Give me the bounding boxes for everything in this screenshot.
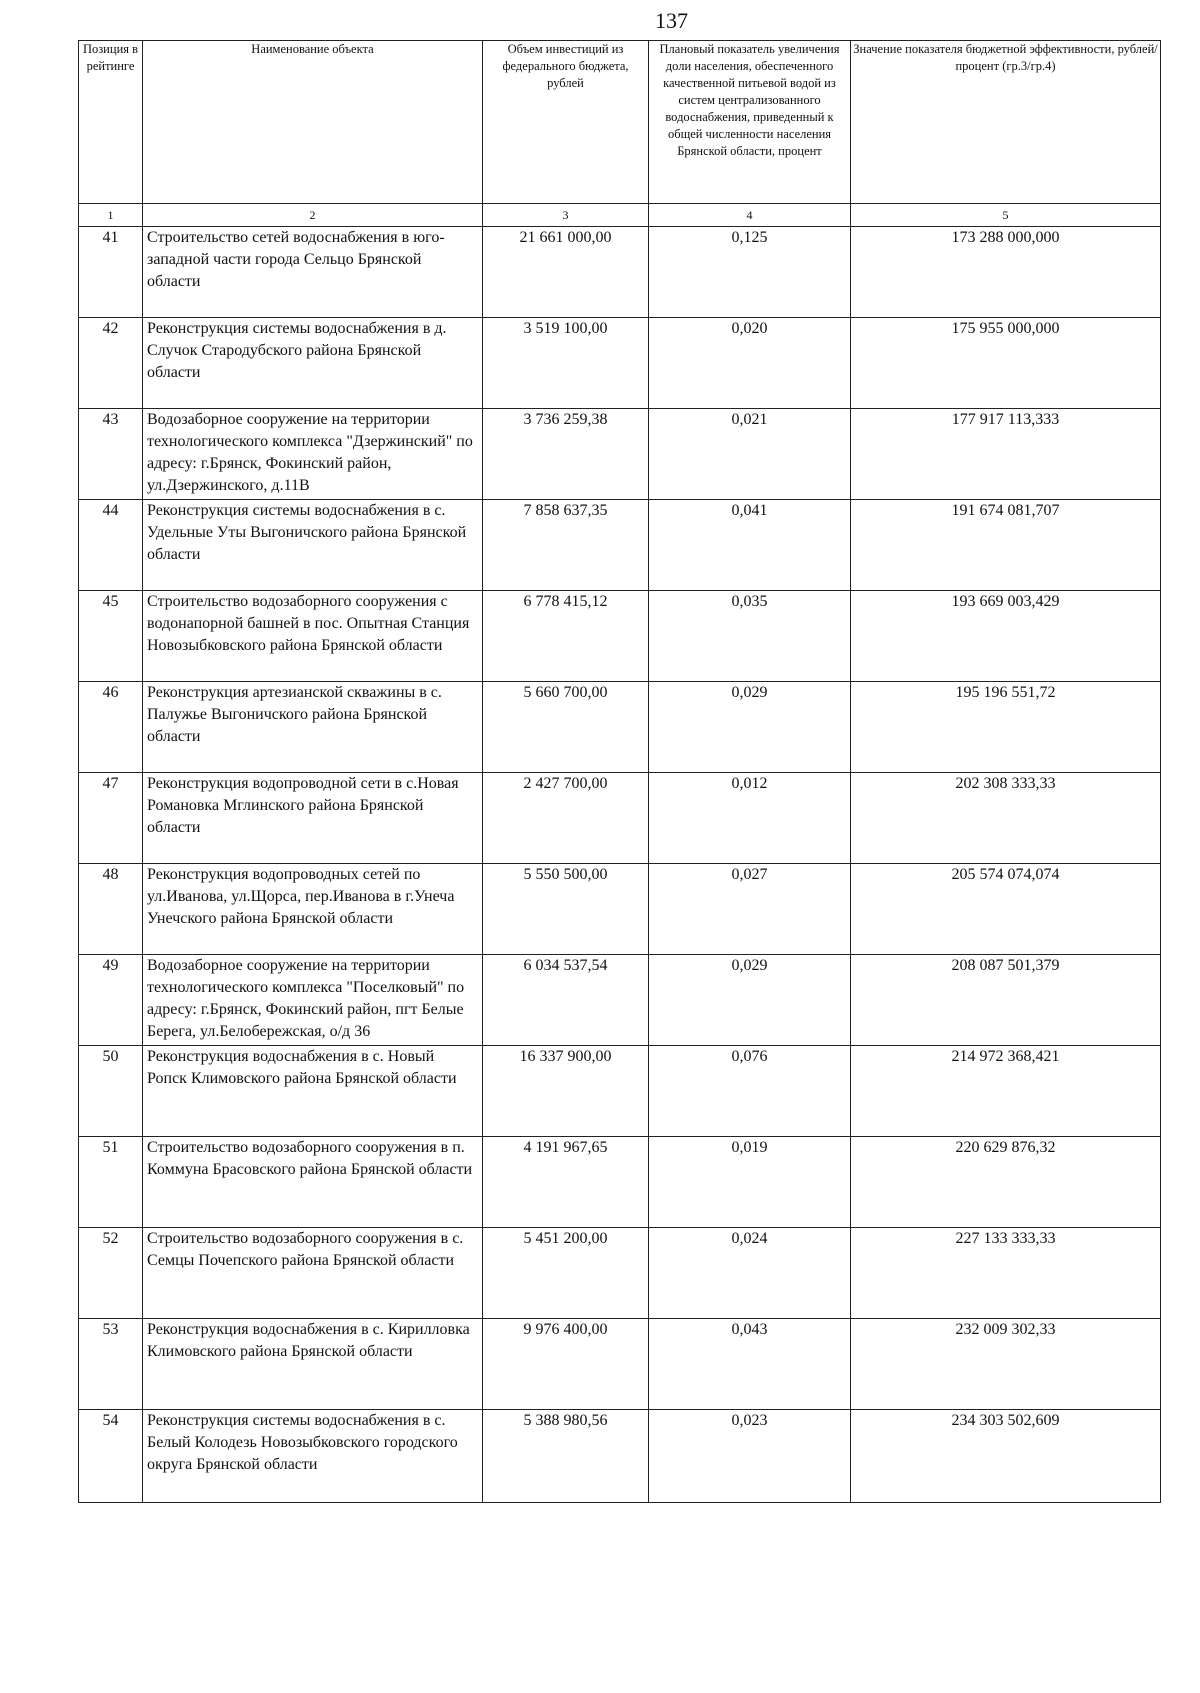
planned-share: 0,024: [649, 1228, 851, 1319]
investment-amount: 7 858 637,35: [483, 500, 649, 591]
table-row: [79, 409, 1161, 500]
object-name: Реконструкция водопроводной сети в с.Новая Романовка Мглинского района Брянской области: [143, 773, 483, 864]
rating-position: 43: [79, 409, 143, 500]
investment-amount: 6 034 537,54: [483, 955, 649, 1046]
investment-amount: 16 337 900,00: [483, 1046, 649, 1137]
page-number: 137: [655, 8, 688, 33]
object-name: Строительство сетей водоснабжения в юго-западной части города Сельцо Брянской области: [143, 227, 483, 318]
table-header-row: [79, 41, 1161, 204]
column-number: 3: [483, 204, 649, 227]
efficiency-value: 227 133 333,33: [851, 1228, 1161, 1319]
efficiency-value: 193 669 003,429: [851, 591, 1161, 682]
efficiency-value: 220 629 876,32: [851, 1137, 1161, 1228]
table-row: [79, 1228, 1161, 1319]
table-row: [79, 864, 1161, 955]
investment-amount: 6 778 415,12: [483, 591, 649, 682]
rating-position: 44: [79, 500, 143, 591]
investment-amount: 4 191 967,65: [483, 1137, 649, 1228]
rating-position: 45: [79, 591, 143, 682]
efficiency-value: 175 955 000,000: [851, 318, 1161, 409]
object-name: Реконструкция системы водоснабжения в д. Случок Стародубского района Брянской области: [143, 318, 483, 409]
efficiency-value: 195 196 551,72: [851, 682, 1161, 773]
planned-share: 0,019: [649, 1137, 851, 1228]
planned-share: 0,125: [649, 227, 851, 318]
efficiency-value: 214 972 368,421: [851, 1046, 1161, 1137]
column-number: 4: [649, 204, 851, 227]
table-row: [79, 1410, 1161, 1503]
planned-share: 0,043: [649, 1319, 851, 1410]
investment-amount: 5 660 700,00: [483, 682, 649, 773]
efficiency-value: 234 303 502,609: [851, 1410, 1161, 1503]
table-row: [79, 773, 1161, 864]
header-position: Позиция в рейтинге: [79, 41, 143, 204]
planned-share: 0,023: [649, 1410, 851, 1503]
rating-position: 48: [79, 864, 143, 955]
rating-position: 42: [79, 318, 143, 409]
object-name: Водозаборное сооружение на территории технологического комплекса "Дзержинский" по адресу: г.Брянск, Фокинский район, ул.Дзержинского, д.11В: [143, 409, 483, 500]
rating-position: 47: [79, 773, 143, 864]
rating-position: 49: [79, 955, 143, 1046]
rating-position: 41: [79, 227, 143, 318]
table-row: [79, 682, 1161, 773]
column-number: 2: [143, 204, 483, 227]
investment-amount: 21 661 000,00: [483, 227, 649, 318]
planned-share: 0,012: [649, 773, 851, 864]
rating-table: [78, 40, 1161, 1503]
efficiency-value: 208 087 501,379: [851, 955, 1161, 1046]
rating-position: 54: [79, 1410, 143, 1503]
planned-share: 0,076: [649, 1046, 851, 1137]
efficiency-value: 232 009 302,33: [851, 1319, 1161, 1410]
table-row: [79, 1046, 1161, 1137]
efficiency-value: 202 308 333,33: [851, 773, 1161, 864]
investment-amount: 5 550 500,00: [483, 864, 649, 955]
efficiency-value: 177 917 113,333: [851, 409, 1161, 500]
planned-share: 0,029: [649, 682, 851, 773]
object-name: Реконструкция системы водоснабжения в с. Белый Колодезь Новозыбковского городского округа Брянской области: [143, 1410, 483, 1503]
table-row: [79, 955, 1161, 1046]
column-number-row: [79, 204, 1161, 227]
object-name: Реконструкция водопроводных сетей по ул.Иванова, ул.Щорса, пер.Иванова в г.Унеча Унечского района Брянской области: [143, 864, 483, 955]
investment-amount: 3 519 100,00: [483, 318, 649, 409]
planned-share: 0,041: [649, 500, 851, 591]
efficiency-value: 173 288 000,000: [851, 227, 1161, 318]
planned-share: 0,029: [649, 955, 851, 1046]
investment-amount: 2 427 700,00: [483, 773, 649, 864]
rating-position: 52: [79, 1228, 143, 1319]
table-row: [79, 318, 1161, 409]
object-name: Строительство водозаборного сооружения в с. Семцы Почепского района Брянской области: [143, 1228, 483, 1319]
table-row: [79, 1137, 1161, 1228]
table-row: [79, 591, 1161, 682]
rating-position: 50: [79, 1046, 143, 1137]
column-number: 5: [851, 204, 1161, 227]
planned-share: 0,027: [649, 864, 851, 955]
header-planned-share: Плановый показатель увеличения доли населения, обеспеченного качественной питьевой водой из систем централизованного водоснабжения, приведенный к общей численности населения Брянской области, процент: [649, 41, 851, 204]
object-name: Водозаборное сооружение на территории технологического комплекса "Поселковый" по адресу: г.Брянск, Фокинский район, пгт Белые Берега, ул.Белобережская, о/д 36: [143, 955, 483, 1046]
efficiency-value: 191 674 081,707: [851, 500, 1161, 591]
efficiency-value: 205 574 074,074: [851, 864, 1161, 955]
investment-amount: 5 388 980,56: [483, 1410, 649, 1503]
object-name: Реконструкция водоснабжения в с. Кирилловка Климовского района Брянской области: [143, 1319, 483, 1410]
table-row: [79, 227, 1161, 318]
column-number: 1: [79, 204, 143, 227]
header-investment: Объем инвестиций из федерального бюджета, рублей: [483, 41, 649, 204]
object-name: Реконструкция системы водоснабжения в с. Удельные Уты Выгоничского района Брянской области: [143, 500, 483, 591]
header-efficiency: Значение показателя бюджетной эффективности, рублей/процент (гр.3/гр.4): [851, 41, 1161, 204]
object-name: Строительство водозаборного сооружения в п. Коммуна Брасовского района Брянской области: [143, 1137, 483, 1228]
planned-share: 0,020: [649, 318, 851, 409]
planned-share: 0,021: [649, 409, 851, 500]
table-row: [79, 500, 1161, 591]
header-object-name: Наименование объекта: [143, 41, 483, 204]
object-name: Реконструкция водоснабжения в с. Новый Ропск Климовского района Брянской области: [143, 1046, 483, 1137]
object-name: Реконструкция артезианской скважины в с. Палужье Выгоничского района Брянской области: [143, 682, 483, 773]
planned-share: 0,035: [649, 591, 851, 682]
table-row: [79, 1319, 1161, 1410]
rating-position: 46: [79, 682, 143, 773]
rating-position: 53: [79, 1319, 143, 1410]
object-name: Строительство водозаборного сооружения с водонапорной башней в пос. Опытная Станция Новозыбковского района Брянской области: [143, 591, 483, 682]
investment-amount: 3 736 259,38: [483, 409, 649, 500]
investment-amount: 5 451 200,00: [483, 1228, 649, 1319]
rating-position: 51: [79, 1137, 143, 1228]
investment-amount: 9 976 400,00: [483, 1319, 649, 1410]
